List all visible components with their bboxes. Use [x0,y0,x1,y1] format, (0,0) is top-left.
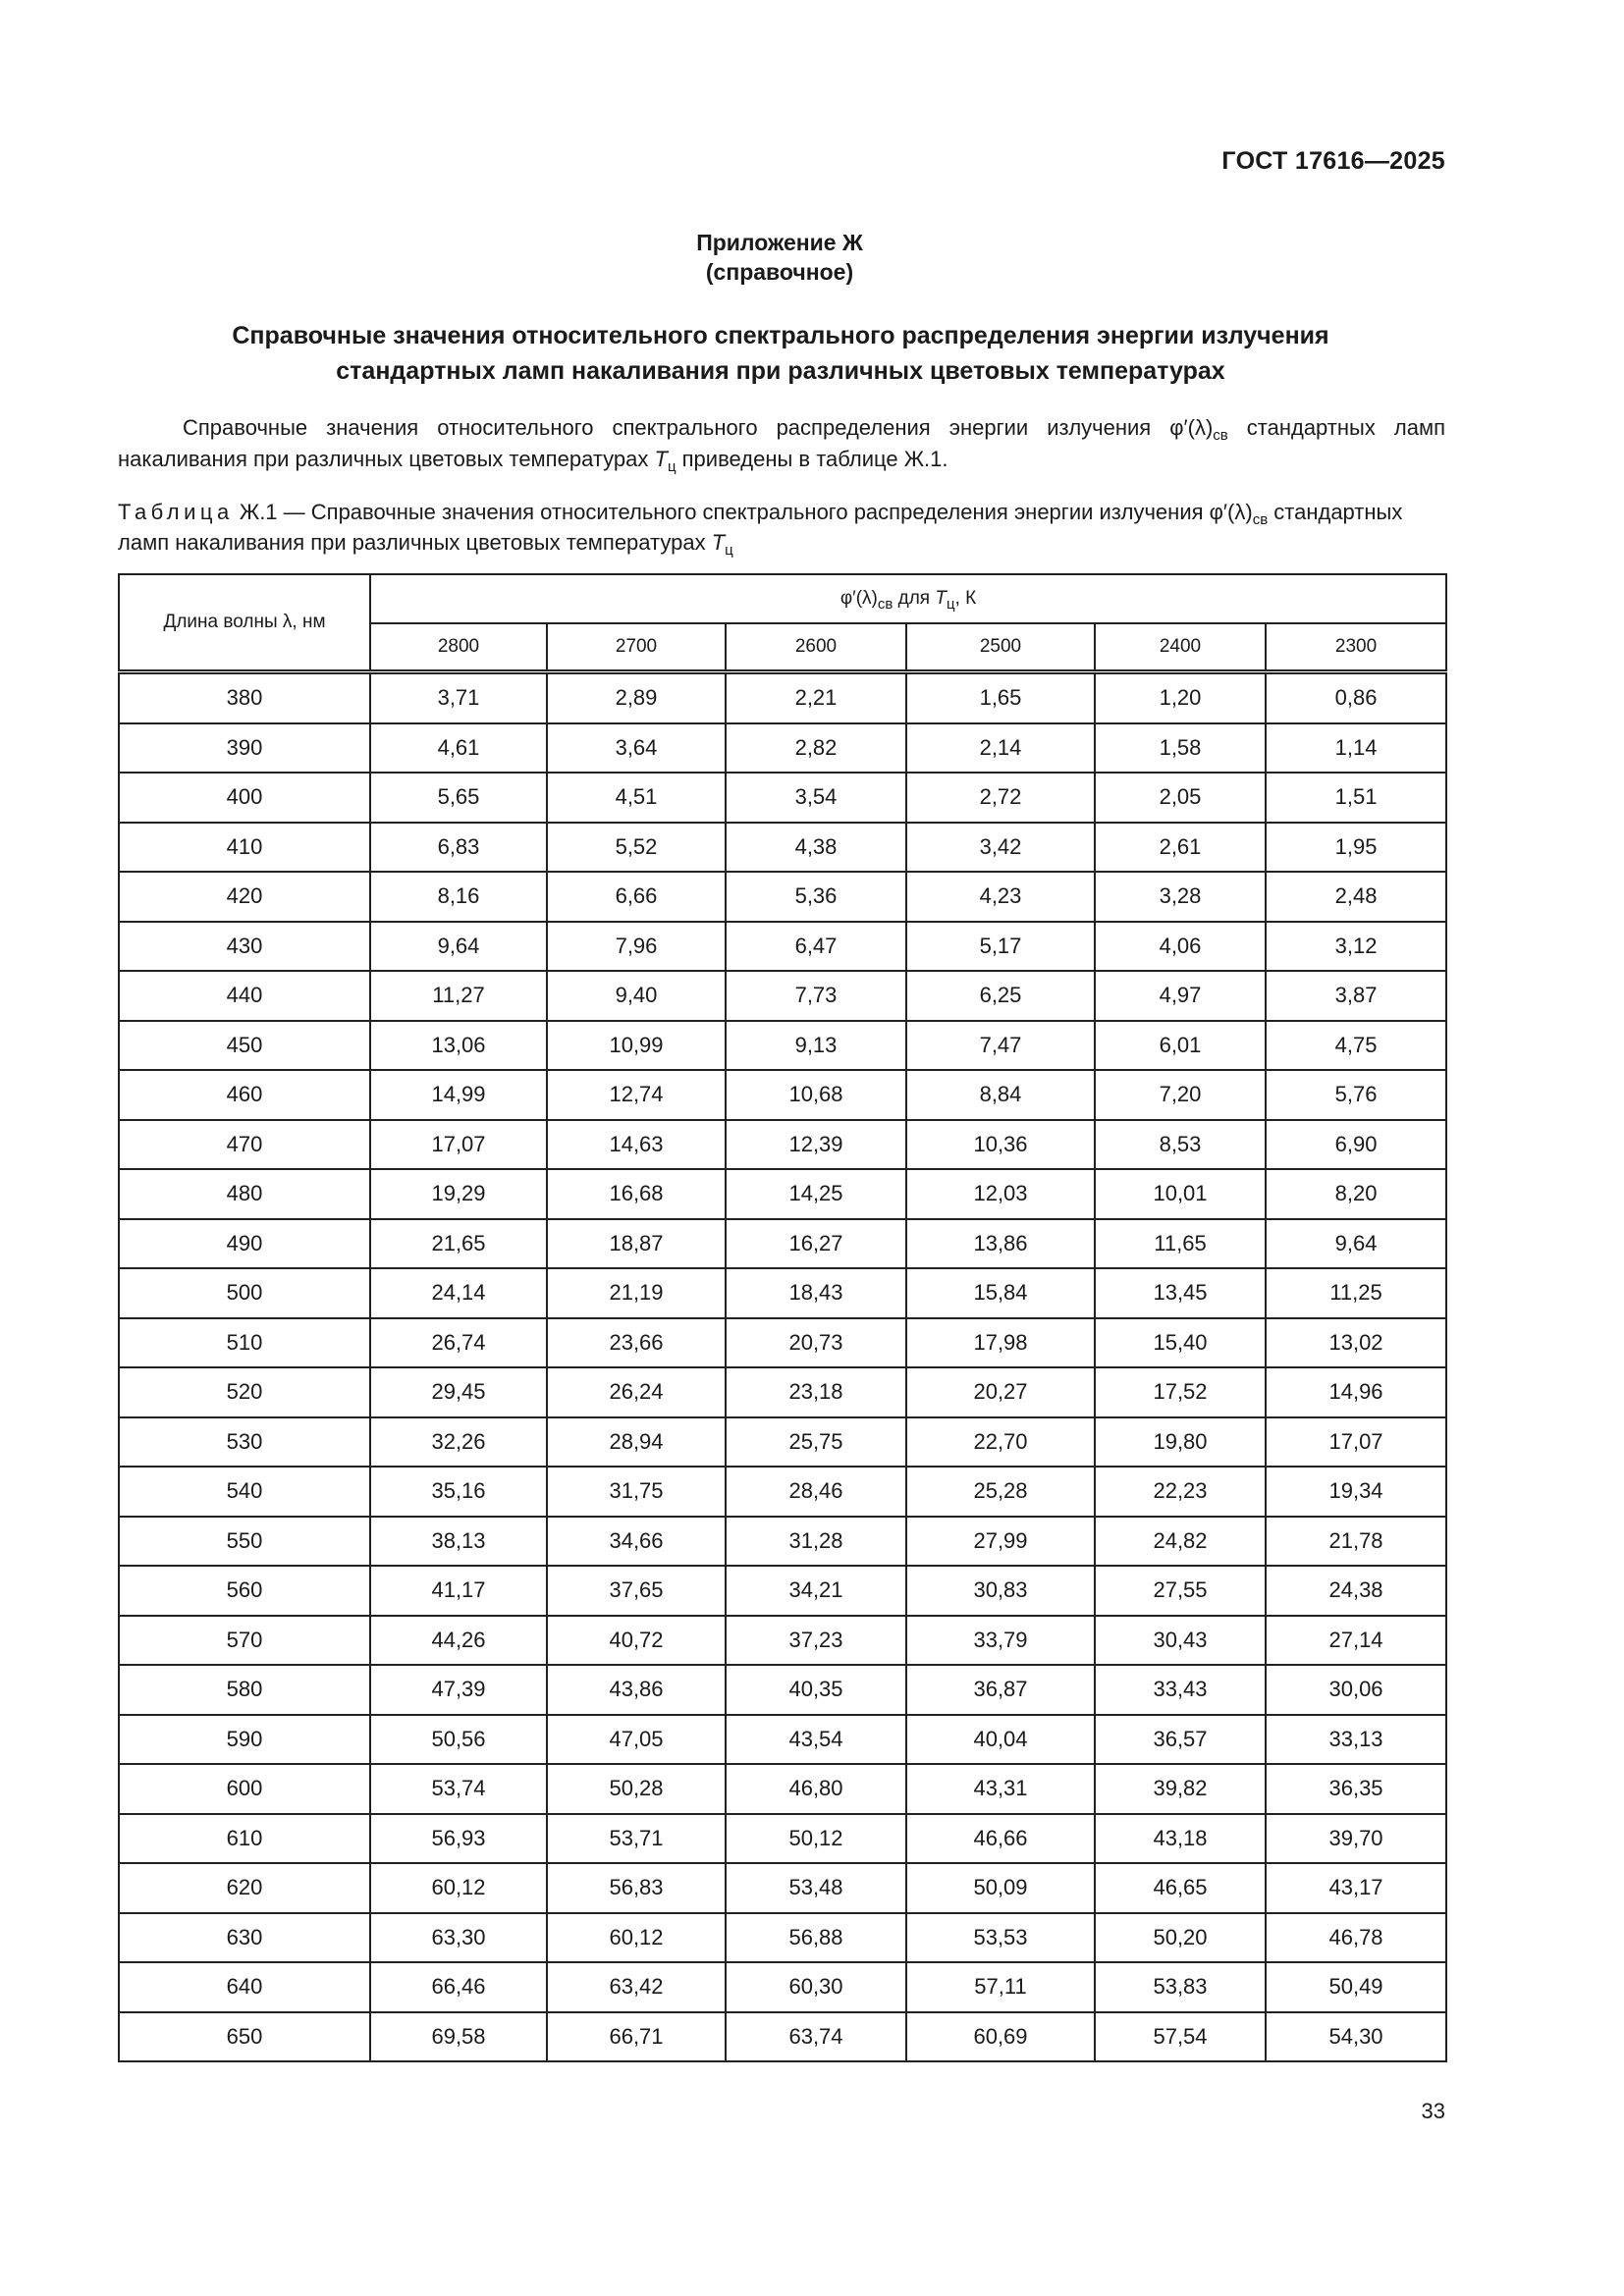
value-cell: 40,72 [547,1616,726,1666]
value-cell: 19,29 [370,1169,547,1219]
wavelength-cell: 410 [119,823,370,873]
value-cell: 15,40 [1095,1318,1266,1368]
value-cell: 1,65 [906,672,1095,723]
value-cell: 13,45 [1095,1268,1266,1318]
wavelength-cell: 530 [119,1417,370,1468]
wavelength-cell: 550 [119,1517,370,1567]
temperature-header-cell: 2600 [726,623,906,672]
temperature-header-cell: 2500 [906,623,1095,672]
value-cell: 36,87 [906,1665,1095,1715]
value-cell: 44,26 [370,1616,547,1666]
value-cell: 2,82 [726,723,906,774]
value-cell: 10,36 [906,1120,1095,1170]
value-cell: 10,99 [547,1021,726,1071]
value-cell: 14,25 [726,1169,906,1219]
value-cell: 47,39 [370,1665,547,1715]
value-cell: 40,35 [726,1665,906,1715]
value-cell: 5,65 [370,773,547,823]
value-cell: 9,64 [1266,1219,1446,1269]
value-cell: 3,42 [906,823,1095,873]
value-cell: 53,53 [906,1913,1095,1963]
value-cell: 31,75 [547,1467,726,1517]
value-cell: 50,49 [1266,1962,1446,2012]
value-cell: 35,16 [370,1467,547,1517]
value-cell: 16,68 [547,1169,726,1219]
wavelength-cell: 450 [119,1021,370,1071]
value-cell: 4,97 [1095,971,1266,1021]
value-cell: 63,30 [370,1913,547,1963]
value-cell: 8,84 [906,1070,1095,1120]
value-cell: 3,64 [547,723,726,774]
value-cell: 14,96 [1266,1367,1446,1417]
value-cell: 10,68 [726,1070,906,1120]
table-row [119,1120,1446,1170]
value-cell: 60,12 [370,1863,547,1913]
wavelength-cell: 390 [119,723,370,774]
value-cell: 31,28 [726,1517,906,1567]
standard-code: ГОСТ 17616—2025 [1221,147,1445,175]
value-cell: 9,40 [547,971,726,1021]
temperature-header-cell: 2300 [1266,623,1446,672]
value-cell: 9,64 [370,922,547,972]
table-row [119,1517,1446,1567]
value-cell: 19,34 [1266,1467,1446,1517]
wavelength-cell: 460 [119,1070,370,1120]
value-cell: 60,30 [726,1962,906,2012]
value-cell: 16,27 [726,1219,906,1269]
value-cell: 8,20 [1266,1169,1446,1219]
value-cell: 37,65 [547,1566,726,1616]
value-cell: 23,18 [726,1367,906,1417]
value-cell: 6,83 [370,823,547,873]
wavelength-cell: 560 [119,1566,370,1616]
wavelength-cell: 630 [119,1913,370,1963]
value-cell: 63,74 [726,2012,906,2062]
value-cell: 30,83 [906,1566,1095,1616]
table-caption: Таблица Ж.1 — Справочные значения относительного спектрального распределения энергии излучения $\varphi'(\lambda)_{св}$ стандартных ламп накаливания при различных цветовых температурах $T_ц$ [118,500,1403,559]
value-cell: 22,23 [1095,1467,1266,1517]
wavelength-cell: 590 [119,1715,370,1765]
value-cell: 53,83 [1095,1962,1266,2012]
value-cell: 43,31 [906,1764,1095,1814]
value-cell: 21,65 [370,1219,547,1269]
value-cell: 57,54 [1095,2012,1266,2062]
value-cell: 4,75 [1266,1021,1446,1071]
value-cell: 30,43 [1095,1616,1266,1666]
value-cell: 3,28 [1095,872,1266,922]
table-row [119,1715,1446,1765]
wavelength-cell: 500 [119,1268,370,1318]
value-cell: 4,38 [726,823,906,873]
table-row [119,1616,1446,1666]
value-cell: 50,20 [1095,1913,1266,1963]
value-cell: 17,52 [1095,1367,1266,1417]
value-cell: 6,90 [1266,1120,1446,1170]
value-cell: 3,87 [1266,971,1446,1021]
value-cell: 56,83 [547,1863,726,1913]
wavelength-cell: 490 [119,1219,370,1269]
value-cell: 60,69 [906,2012,1095,2062]
value-cell: 37,23 [726,1616,906,1666]
table-row [119,1764,1446,1814]
value-cell: 3,71 [370,672,547,723]
value-cell: 13,06 [370,1021,547,1071]
value-cell: 2,21 [726,672,906,723]
table-row [119,1665,1446,1715]
value-cell: 1,20 [1095,672,1266,723]
value-cell: 18,87 [547,1219,726,1269]
value-cell: 40,04 [906,1715,1095,1765]
value-cell: 34,66 [547,1517,726,1567]
value-cell: 60,12 [547,1913,726,1963]
value-cell: 33,43 [1095,1665,1266,1715]
value-cell: 46,80 [726,1764,906,1814]
value-cell: 53,48 [726,1863,906,1913]
wavelength-cell: 620 [119,1863,370,1913]
wavelength-cell: 420 [119,872,370,922]
value-cell: 1,14 [1266,723,1446,774]
value-cell: 56,88 [726,1913,906,1963]
table-row [119,823,1446,873]
table-row [119,1021,1446,1071]
value-cell: 3,12 [1266,922,1446,972]
value-cell: 21,78 [1266,1517,1446,1567]
value-cell: 14,63 [547,1120,726,1170]
temperature-header-cell: 2800 [370,623,547,672]
value-cell: 33,79 [906,1616,1095,1666]
value-cell: 11,65 [1095,1219,1266,1269]
value-cell: 2,61 [1095,823,1266,873]
value-cell: 4,61 [370,723,547,774]
temperature-group-header: $\varphi'(\lambda)_{св}$ для $T_ц$, К [370,574,1446,623]
table-row [119,1070,1446,1120]
value-cell: 2,05 [1095,773,1266,823]
value-cell: 53,71 [547,1814,726,1864]
value-cell: 43,54 [726,1715,906,1765]
table-row [119,1417,1446,1468]
table-row [119,1318,1446,1368]
table-row [119,1566,1446,1616]
value-cell: 46,65 [1095,1863,1266,1913]
wavelength-cell: 610 [119,1814,370,1864]
value-cell: 17,98 [906,1318,1095,1368]
table-row [119,1467,1446,1517]
value-cell: 57,11 [906,1962,1095,2012]
value-cell: 7,96 [547,922,726,972]
table-row [119,1367,1446,1417]
value-cell: 43,18 [1095,1814,1266,1864]
value-cell: 12,74 [547,1070,726,1120]
value-cell: 24,14 [370,1268,547,1318]
table-row [119,672,1446,723]
wavelength-cell: 640 [119,1962,370,2012]
value-cell: 6,66 [547,872,726,922]
wavelength-cell: 580 [119,1665,370,1715]
value-cell: 63,42 [547,1962,726,2012]
wavelength-cell: 540 [119,1467,370,1517]
wavelength-cell: 650 [119,2012,370,2062]
value-cell: 46,78 [1266,1913,1446,1963]
value-cell: 17,07 [1266,1417,1446,1468]
document-title-line-1: Справочные значения относительного спектрального распределения энергии излучения [232,322,1329,349]
value-cell: 34,21 [726,1566,906,1616]
value-cell: 28,94 [547,1417,726,1468]
table-row [119,723,1446,774]
value-cell: 2,72 [906,773,1095,823]
table-row [119,872,1446,922]
value-cell: 66,71 [547,2012,726,2062]
value-cell: 21,19 [547,1268,726,1318]
value-cell: 2,14 [906,723,1095,774]
value-cell: 24,38 [1266,1566,1446,1616]
value-cell: 33,13 [1266,1715,1446,1765]
value-cell: 50,09 [906,1863,1095,1913]
annex-heading [0,228,1559,287]
wavelength-cell: 380 [119,672,370,723]
value-cell: 41,17 [370,1566,547,1616]
table-row [119,1863,1446,1913]
value-cell: 11,25 [1266,1268,1446,1318]
value-cell: 28,46 [726,1467,906,1517]
value-cell: 22,70 [906,1417,1095,1468]
value-cell: 53,74 [370,1764,547,1814]
value-cell: 4,51 [547,773,726,823]
value-cell: 7,73 [726,971,906,1021]
value-cell: 8,16 [370,872,547,922]
value-cell: 17,07 [370,1120,547,1170]
value-cell: 6,25 [906,971,1095,1021]
wavelength-cell: 470 [119,1120,370,1170]
value-cell: 36,35 [1266,1764,1446,1814]
value-cell: 10,01 [1095,1169,1266,1219]
table-row [119,2012,1446,2062]
value-cell: 4,06 [1095,922,1266,972]
value-cell: 46,66 [906,1814,1095,1864]
value-cell: 25,75 [726,1417,906,1468]
document-title [118,318,1443,389]
value-cell: 9,13 [726,1021,906,1071]
annex-status: (справочное) [705,259,854,285]
value-cell: 25,28 [906,1467,1095,1517]
wavelength-cell: 600 [119,1764,370,1814]
value-cell: 26,74 [370,1318,547,1368]
value-cell: 6,01 [1095,1021,1266,1071]
value-cell: 6,47 [726,922,906,972]
value-cell: 13,86 [906,1219,1095,1269]
value-cell: 32,26 [370,1417,547,1468]
value-cell: 18,43 [726,1268,906,1318]
document-title-line-2: стандартных ламп накаливания при различных цветовых температурах [336,357,1225,385]
value-cell: 20,27 [906,1367,1095,1417]
value-cell: 3,54 [726,773,906,823]
value-cell: 50,28 [547,1764,726,1814]
table-row [119,1268,1446,1318]
value-cell: 5,52 [547,823,726,873]
wavelength-cell: 520 [119,1367,370,1417]
value-cell: 7,47 [906,1021,1095,1071]
wavelength-cell: 570 [119,1616,370,1666]
wavelength-cell: 400 [119,773,370,823]
wavelength-cell: 430 [119,922,370,972]
table-row [119,773,1446,823]
table-row [119,1169,1446,1219]
value-cell: 54,30 [1266,2012,1446,2062]
value-cell: 5,17 [906,922,1095,972]
table-row [119,1814,1446,1864]
value-cell: 4,23 [906,872,1095,922]
value-cell: 38,13 [370,1517,547,1567]
value-cell: 1,51 [1266,773,1446,823]
value-cell: 26,24 [547,1367,726,1417]
value-cell: 27,99 [906,1517,1095,1567]
value-cell: 27,55 [1095,1566,1266,1616]
value-cell: 15,84 [906,1268,1095,1318]
table-caption-label: Таблица [118,500,234,524]
value-cell: 12,39 [726,1120,906,1170]
temperature-header-cell: 2400 [1095,623,1266,672]
value-cell: 50,12 [726,1814,906,1864]
value-cell: 39,70 [1266,1814,1446,1864]
value-cell: 43,17 [1266,1863,1446,1913]
table-row [119,1913,1446,1963]
value-cell: 39,82 [1095,1764,1266,1814]
value-cell: 50,56 [370,1715,547,1765]
wavelength-column-header: Длина волны λ, нм [119,574,370,672]
value-cell: 1,58 [1095,723,1266,774]
table-row [119,1219,1446,1269]
value-cell: 8,53 [1095,1120,1266,1170]
value-cell: 5,76 [1266,1070,1446,1120]
value-cell: 20,73 [726,1318,906,1368]
value-cell: 27,14 [1266,1616,1446,1666]
intro-paragraph: Справочные значения относительного спектрального распределения энергии излучения $\varphi'(\lambda)_{св}$ стандартных ламп накаливания при различных цветовых температурах $T_ц$ приведены в таблице Ж.1. [118,415,1445,475]
value-cell: 36,57 [1095,1715,1266,1765]
value-cell: 2,48 [1266,872,1446,922]
wavelength-cell: 480 [119,1169,370,1219]
value-cell: 47,05 [547,1715,726,1765]
value-cell: 0,86 [1266,672,1446,723]
wavelength-cell: 510 [119,1318,370,1368]
value-cell: 43,86 [547,1665,726,1715]
value-cell: 19,80 [1095,1417,1266,1468]
value-cell: 30,06 [1266,1665,1446,1715]
table-row [119,971,1446,1021]
value-cell: 12,03 [906,1169,1095,1219]
value-cell: 5,36 [726,872,906,922]
value-cell: 11,27 [370,971,547,1021]
value-cell: 14,99 [370,1070,547,1120]
value-cell: 7,20 [1095,1070,1266,1120]
value-cell: 29,45 [370,1367,547,1417]
value-cell: 66,46 [370,1962,547,2012]
spectral-distribution-table [118,573,1447,2062]
value-cell: 24,82 [1095,1517,1266,1567]
value-cell: 2,89 [547,672,726,723]
page-number: 33 [1421,2099,1445,2123]
table-row [119,1962,1446,2012]
temperature-header-cell: 2700 [547,623,726,672]
value-cell: 1,95 [1266,823,1446,873]
annex-title: Приложение Ж [696,230,863,255]
value-cell: 13,02 [1266,1318,1446,1368]
table-row [119,922,1446,972]
value-cell: 23,66 [547,1318,726,1368]
value-cell: 69,58 [370,2012,547,2062]
value-cell: 56,93 [370,1814,547,1864]
wavelength-cell: 440 [119,971,370,1021]
